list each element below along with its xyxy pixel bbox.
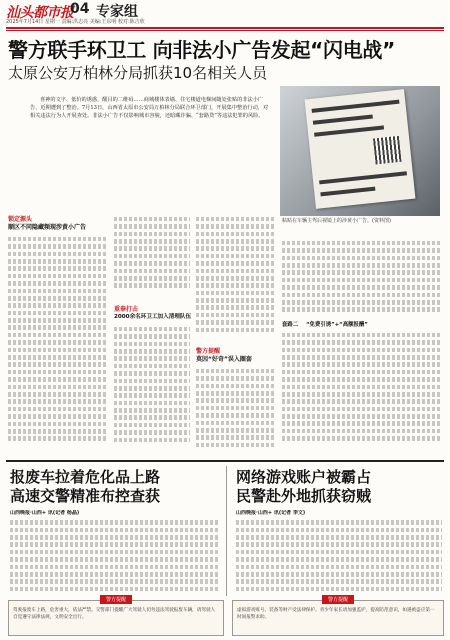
main-headline: 警方联手环卫工 向非法小广告发起“闪电战”: [8, 38, 395, 62]
qr-code-icon: [373, 136, 402, 165]
right-story-headline-2: 民警赴外地抓获窃贼: [236, 487, 372, 505]
photo-caption: 粘贴在车辆主驾后视镜上的涉黄小广告。(资料图): [282, 218, 391, 224]
right-story-byline: 山西晚报·山西+ 讯(记者 李文): [236, 510, 306, 516]
main-subhead: 太原公安万柏林分局抓获10名相关人员: [8, 64, 268, 82]
column-4-body: [282, 238, 442, 318]
right-footer-box: [232, 597, 444, 636]
col4-head: 套路二: [282, 322, 299, 328]
right-footer-text: 虚拟游戏账号、装备等财产受法律保护。青少年家长请加强监护，提高防范意识，如遇被盗应第一时间报警求助。: [237, 608, 435, 620]
col3-subhead: 莫因“好奇”误入圈套: [196, 356, 252, 363]
right-story-body: [236, 510, 442, 596]
left-footer-box: [8, 597, 224, 636]
col4-subhead: “免费引诱”+“高额报酬”: [306, 322, 368, 328]
news-photo: [280, 86, 440, 216]
column-2-body: [114, 324, 190, 454]
col2-subhead: 2000余名环卫工加入清理队伍: [114, 314, 192, 320]
column-3-body: [196, 214, 276, 344]
col1-subhead: 顺区不同隐藏频现涉黄小广告: [8, 224, 87, 231]
column-4-lower-body: [282, 330, 442, 454]
column-1-body: [8, 234, 108, 454]
col3-head: 警方提醒: [196, 348, 221, 355]
page-number: 04: [70, 1, 90, 17]
lead-paragraph: [30, 96, 272, 120]
masthead-rule: [6, 27, 444, 29]
column-divider: [226, 466, 227, 596]
column-2-top-body: [114, 214, 190, 304]
col1-head: 锁定源头: [8, 216, 33, 223]
left-story-body: [10, 510, 220, 596]
column-3-lower-body: [196, 366, 276, 454]
section-divider: [6, 460, 444, 462]
masthead-thin-rule: [6, 30, 444, 31]
right-story-headline-1: 网络游戏账户被霸占: [236, 468, 372, 486]
lead-text: 喜神的文字、低价的诱惑，醒目的二维码……商城楼体表墙、住宅楼道电梯间随处张贴的非法小广告，近期遭到了整治。7月13日，山西省太原市公安局万柏林分局联合环卫部门，开展集中整治行动，对相关违法行为人开展查处。非法小广告不仅影响城市容貌，还暗藏诈骗、“套路贷”等违法犯罪的风险。: [30, 97, 269, 119]
left-footer-tag: 警方提醒: [100, 595, 132, 604]
paper-logo: 汕头都市报: [6, 5, 74, 21]
col2-head: 重拳打击: [114, 306, 139, 313]
right-footer-tag: 警方提醒: [322, 595, 354, 604]
left-story-headline-1: 报废车拉着危化品上路: [10, 468, 161, 486]
section-name: 专家组: [96, 4, 138, 20]
left-story-headline-2: 高速交警精准布控查获: [10, 487, 161, 505]
masthead: [0, 0, 450, 26]
dateline: 2025年7月14日 星期一 责编:洪志亮 美编:王东明 校对:陈吉欣: [6, 19, 145, 25]
ad-sticker-illustration: [305, 89, 416, 209]
left-story-byline: 山西晚报·山西+ 讯(记者 杨晶): [10, 510, 80, 516]
left-footer-text: 驾驶报废车上路，危害重大，依法严禁。交警部门提醒广大驾驶人切勿违法驾驶报废车辆，请驾驶人自觉遵守法律法规，文明安全出行。: [13, 608, 216, 620]
